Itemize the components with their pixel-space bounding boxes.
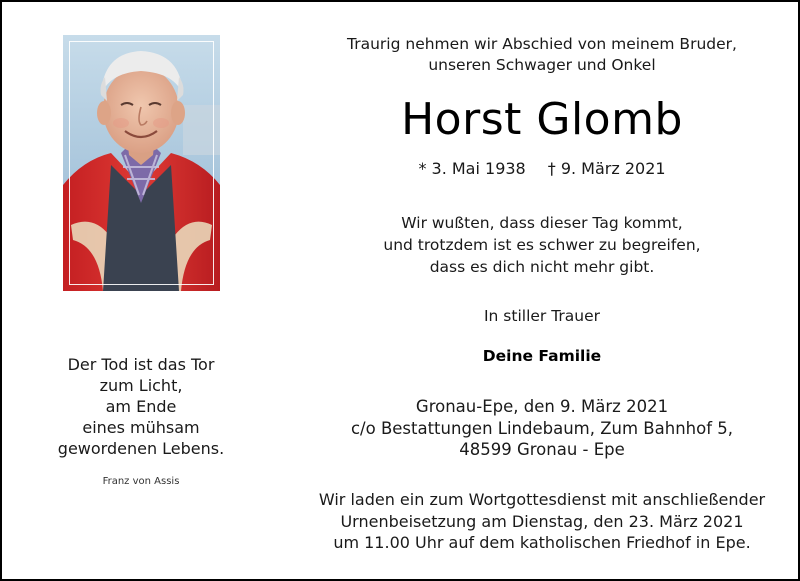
- poem-line: dass es dich nicht mehr gibt.: [429, 258, 655, 276]
- quote-line: zum Licht,: [99, 376, 183, 395]
- intro-line: unseren Schwager und Onkel: [428, 56, 656, 74]
- poem-line: und trotzdem ist es schwer zu begreifen,: [383, 236, 701, 254]
- birth-date: * 3. Mai 1938: [418, 159, 526, 178]
- address-line: 48599 Gronau - Epe: [459, 440, 625, 459]
- portrait-photo: [63, 35, 220, 291]
- quote-line: eines mühsam: [82, 418, 200, 437]
- quote-line: am Ende: [105, 397, 177, 416]
- address-line: Gronau-Epe, den 9. März 2021: [415, 397, 669, 416]
- place-and-address: [292, 396, 792, 461]
- invite-line: Wir laden ein zum Wortgottesdienst mit anschließender: [318, 490, 766, 509]
- portrait-illustration: [63, 35, 220, 291]
- poem-text: [292, 212, 792, 278]
- invite-line: um 11.00 Uhr auf dem katholischen Friedhof in Epe.: [333, 533, 751, 552]
- mourning-text: In stiller Trauer: [483, 307, 601, 325]
- quote-line: Der Tod ist das Tor: [67, 355, 215, 374]
- death-date: † 9. März 2021: [547, 159, 666, 178]
- family-signature: Deine Familie: [482, 347, 602, 365]
- poem-line: Wir wußten, dass dieser Tag kommt,: [401, 214, 683, 232]
- address-line: c/o Bestattungen Lindebaum, Zum Bahnhof 5,: [350, 418, 734, 438]
- invite-line: Urnenbeisetzung am Dienstag, den 23. März 2021: [340, 511, 744, 531]
- intro-text: [292, 34, 792, 76]
- deceased-name: Horst Glomb: [401, 94, 683, 145]
- intro-line: Traurig nehmen wir Abschied von meinem Bruder,: [347, 35, 737, 53]
- quote-author: Franz von Assis: [102, 476, 180, 487]
- quote-text: [42, 354, 240, 459]
- invitation-text: [292, 489, 792, 554]
- life-dates: [292, 158, 792, 180]
- quote-line: gewordenen Lebens.: [57, 439, 225, 458]
